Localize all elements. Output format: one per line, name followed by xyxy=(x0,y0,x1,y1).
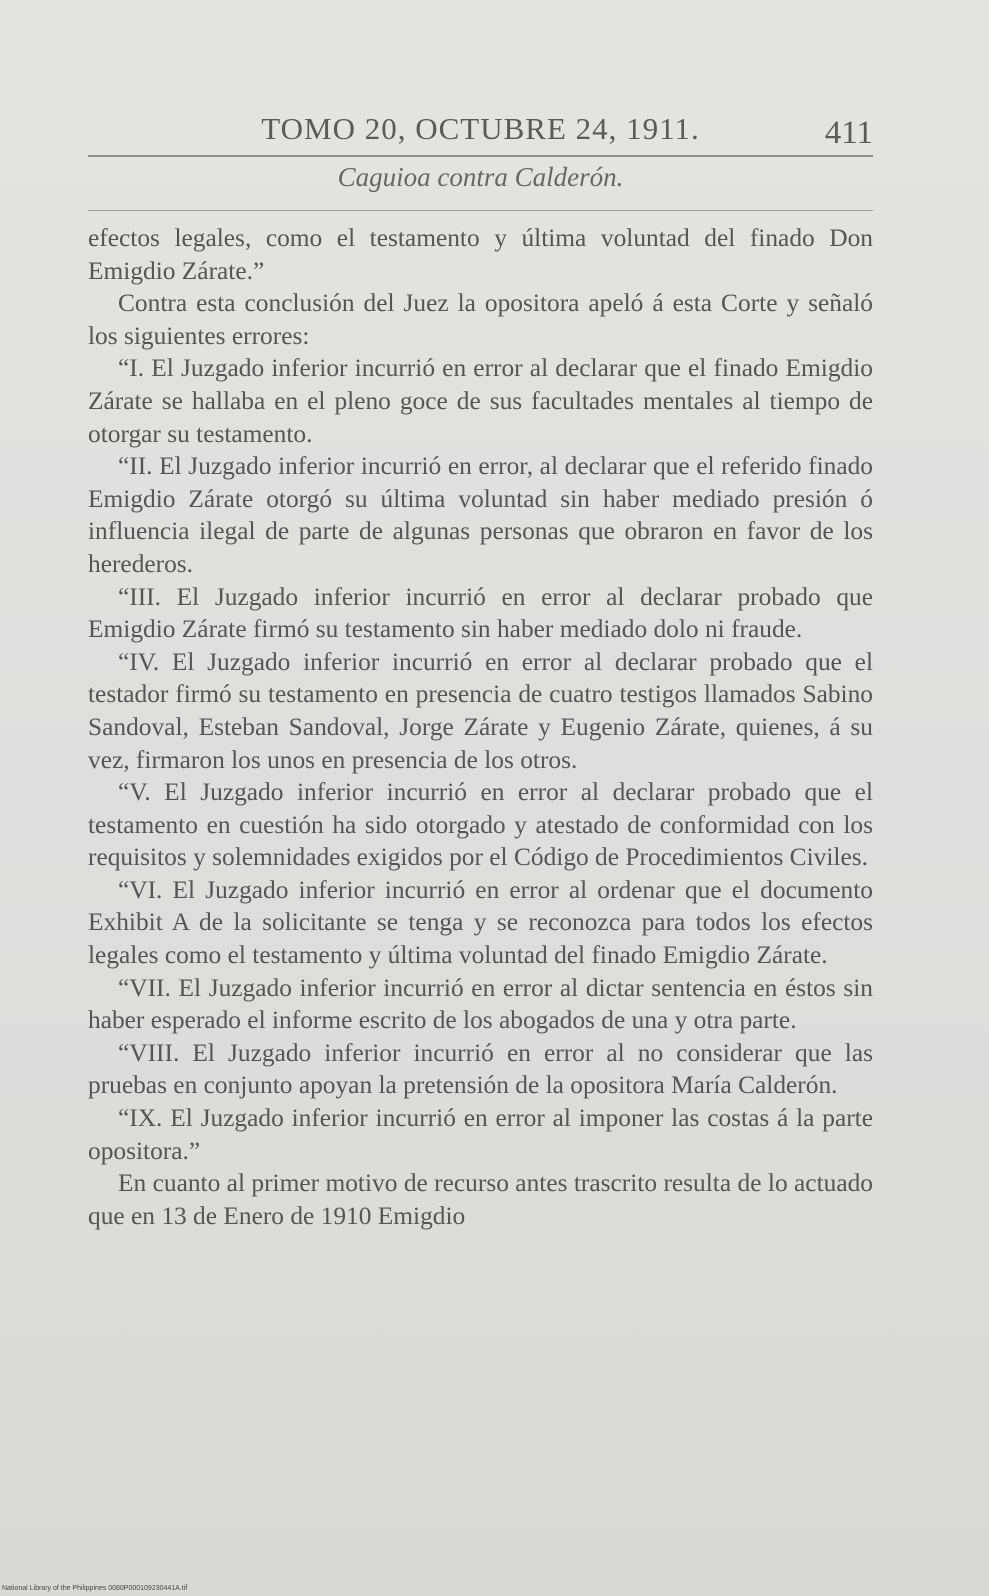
subheader-rule xyxy=(88,210,873,211)
header-title: TOMO 20, OCTUBRE 24, 1911. xyxy=(261,111,700,146)
body-text xyxy=(88,222,873,1232)
paragraph-final: En cuanto al primer motivo de recurso antes trascrito resulta de lo actuado que en 13 de Enero de 1910 Emigdio xyxy=(88,1169,873,1230)
paragraph-1: efectos legales, como el testamento y última voluntad del finado Don Emigdio Zárate.” xyxy=(88,224,873,285)
running-header xyxy=(88,105,873,155)
error-vi: “VI. El Juzgado inferior incurrió en error al ordenar que el documento Exhibit A de la solicitante se tenga y se reconozca para todos los efectos legales como el testamento y última voluntad del finado Emigdio Zárate. xyxy=(88,875,873,970)
error-viii: “VIII. El Juzgado inferior incurrió en error al no considerar que las pruebas en conjunto apoyan la pretensión de la opositora María Calderón. xyxy=(88,1038,873,1100)
paragraph-2: Contra esta conclusión del Juez la opositora apeló á esta Corte y señaló los siguientes errores: xyxy=(88,289,873,350)
page-number: 411 xyxy=(824,115,873,151)
error-iii: “III. El Juzgado inferior incurrió en error al declarar probado que Emigdio Zárate firmó su testamento sin haber mediado dolo ni fraude. xyxy=(88,582,873,644)
error-ix: “IX. El Juzgado inferior incurrió en error al imponer las costas á la parte opositora.” xyxy=(88,1104,873,1165)
error-v: “V. El Juzgado inferior incurrió en error al declarar probado que el testamento en cuestión ha sido otorgado y atestado de conformidad con los requisitos y solemnidades exigidos por el Código de Procedimientos Civiles. xyxy=(88,778,873,872)
error-vii: “VII. El Juzgado inferior incurrió en error al dictar sentencia en éstos sin haber esperado el informe escrito de los abogados de una y otra parte. xyxy=(88,973,873,1035)
error-iv: “IV. El Juzgado inferior incurrió en error al declarar probado que el testador firmó su testamento en presencia de cuatro testigos llamados Sabino Sandoval, Esteban Sandoval, Jorge Zárate y Eugenio Zárate, quienes, á su vez, firmaron los unos en presencia de los otros. xyxy=(88,647,873,774)
scan-footer: National Library of the Philippines 0080P000109230441A.tif xyxy=(2,1585,188,1592)
case-title: Caguioa contra Calderón. xyxy=(337,162,624,192)
header-rule xyxy=(88,155,873,157)
error-ii: “II. El Juzgado inferior incurrió en error, al declarar que el referido finado Emigdio Zárate otorgó su última voluntad sin haber mediado presión ó influencia ilegal de parte de algunas personas que obraron en favor de los herederos. xyxy=(88,452,873,578)
error-i: “I. El Juzgado inferior incurrió en error al declarar que el finado Emigdio Zárate se hallaba en el pleno goce de sus facultades mentales al tiempo de otorgar su testamento. xyxy=(88,354,873,448)
